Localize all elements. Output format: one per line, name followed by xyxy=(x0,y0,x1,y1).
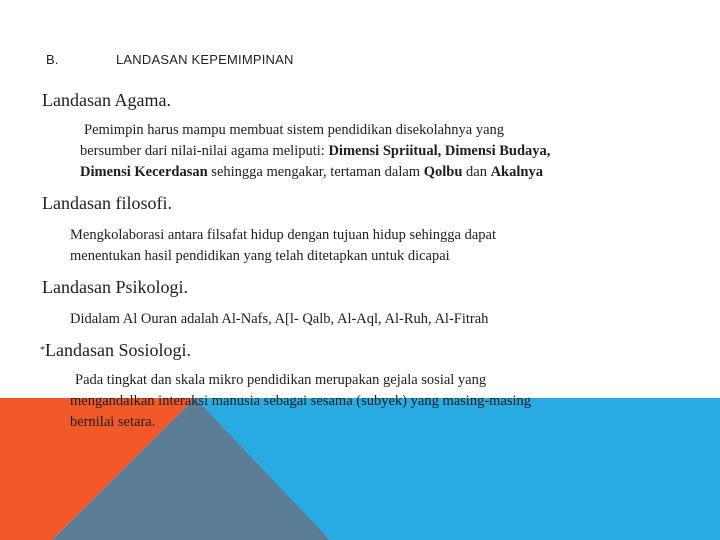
text-segment: Pada tingkat dan skala mikro pendidikan merupakan gejala sosial yang xyxy=(75,372,487,388)
line-sosiologi-3 xyxy=(70,412,531,433)
text-segment-bold: Qolbu xyxy=(423,164,463,180)
text-segment: mengandalkan interaksi manusia sebagai sesama (subyek) yang masing-masing xyxy=(70,393,532,409)
line-agama-2 xyxy=(80,141,550,162)
text-segment: Didalam Al Ouran adalah Al-Nafs, A[l- Qalb, Al-Aql, Al-Ruh, Al-Fitrah xyxy=(70,311,489,327)
paragraph-filosofi xyxy=(70,225,496,267)
line-filosofi-1 xyxy=(70,225,496,246)
text-segment: menentukan hasil pendidikan yang telah ditetapkan untuk dicapai xyxy=(70,248,450,264)
bullet-marker: * xyxy=(40,345,45,356)
heading-agama: Landasan Agama. xyxy=(42,90,171,110)
section-number: B. xyxy=(46,52,59,67)
text-segment: sehingga mengakar, tertaman dalam xyxy=(207,164,424,180)
paragraph-agama xyxy=(80,120,550,183)
line-filosofi-2 xyxy=(70,246,496,267)
text-segment: bernilai setara. xyxy=(70,414,156,430)
line-agama-3 xyxy=(80,162,550,183)
slide-header xyxy=(46,52,294,67)
paragraph-psikologi xyxy=(70,309,488,330)
paragraph-sosiologi xyxy=(70,370,531,433)
heading-filosofi: Landasan filosofi. xyxy=(42,193,172,213)
line-psikologi-1 xyxy=(70,309,488,330)
line-agama-1 xyxy=(80,120,550,141)
text-segment-bold: Dimensi Spriitual, Dimensi Budaya, xyxy=(328,143,551,159)
heading-sosiologi-text: Landasan Sosiologi. xyxy=(45,340,191,360)
line-sosiologi-1 xyxy=(70,370,531,391)
heading-sosiologi xyxy=(40,340,191,361)
heading-psikologi: Landasan Psikologi. xyxy=(42,277,188,297)
text-segment: Mengkolaborasi antara filsafat hidup dengan tujuan hidup sehingga dapat xyxy=(70,227,497,243)
text-segment-bold: Dimensi Kecerdasan xyxy=(80,164,208,180)
text-segment: bersumber dari nilai-nilai agama meliputi: xyxy=(80,143,329,159)
text-segment: Pemimpin harus mampu membuat sistem pendidikan disekolahnya yang xyxy=(84,122,505,138)
text-segment-bold: Akalnya xyxy=(490,164,543,180)
text-segment: dan xyxy=(462,164,491,180)
section-title: LANDASAN KEPEMIMPINAN xyxy=(116,52,294,67)
line-sosiologi-2 xyxy=(70,391,531,412)
